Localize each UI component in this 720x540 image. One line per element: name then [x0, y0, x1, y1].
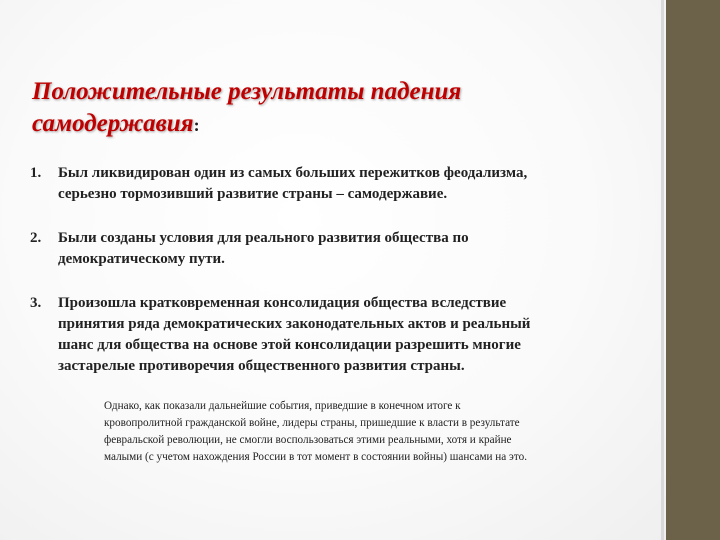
title-line-1: Положительные результаты падения	[32, 78, 462, 105]
list-item-number: 3.	[30, 295, 42, 311]
footnote-paragraph	[104, 398, 644, 466]
footnote-line: малыми (с учетом нахождения России в тот момент в состоянии войны) шансами на это.	[104, 451, 527, 463]
list-item-line: демократическому пути.	[58, 251, 225, 267]
list-item-3	[30, 293, 650, 377]
list-item-line: Был ликвидирован один из самых больших пережитков феодализма,	[58, 165, 528, 181]
footnote-line: февральской революции, не смогли воспользоваться этими реальными, хотя и крайне	[104, 434, 512, 446]
side-divider-line	[661, 0, 664, 540]
list-item-number: 1.	[30, 165, 42, 181]
list-item-2	[30, 228, 650, 270]
list-item-number: 2.	[30, 230, 42, 246]
list-item-line: серьезно тормозивший развитие страны – самодержавие.	[58, 186, 448, 202]
list-item-line: застарелые противоречия общественного развития страны.	[58, 358, 465, 374]
list-item-text	[58, 163, 650, 205]
side-decorative-bar	[666, 0, 720, 540]
title-line-2-text: самодержавия	[32, 110, 194, 137]
title-line-2	[32, 108, 632, 141]
list-item-text	[58, 228, 650, 270]
list-item-text	[58, 293, 650, 377]
list-item-line: Произошла кратковременная консолидация общества вследствие	[58, 295, 507, 311]
list-item-line: Были созданы условия для реального развития общества по	[58, 230, 469, 246]
slide-title	[32, 76, 632, 141]
list-item-line: принятия ряда демократических законодательных актов и реальный	[58, 316, 531, 332]
list-item-line: шанс для общества на основе этой консолидации разрешить многие	[58, 337, 521, 353]
footnote-line: Однако, как показали дальнейшие события, приведшие в конечном итоге к	[104, 400, 461, 412]
footnote-line: кровопролитной гражданской войне, лидеры страны, пришедшие к власти в результате	[104, 417, 520, 429]
title-colon: :	[193, 115, 200, 135]
list-item-1	[30, 163, 650, 205]
